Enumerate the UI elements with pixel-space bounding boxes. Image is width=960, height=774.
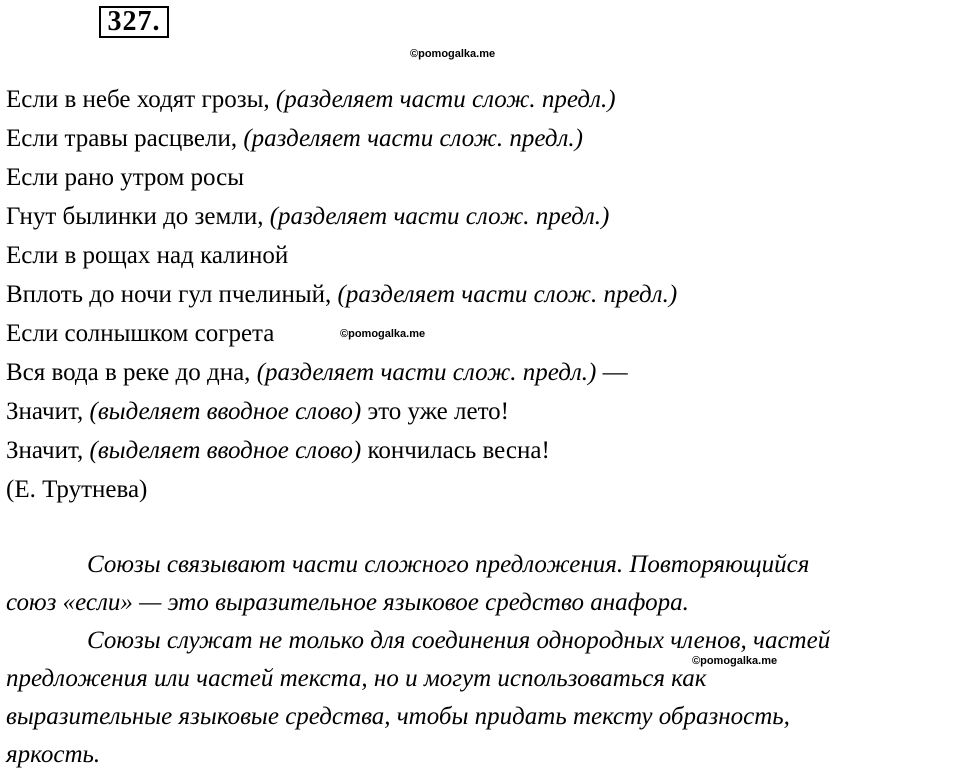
explanation — [6, 546, 946, 774]
watermark: ©pomogalka.me — [410, 48, 496, 60]
explanation-line: яркость. — [6, 741, 101, 768]
watermark: ©pomogalka.me — [692, 655, 778, 667]
poem-text-after: это уже лето! — [361, 398, 509, 425]
poem-line — [6, 236, 677, 275]
explanation-line: выразительные языковые средства, чтобы придать тексту образность, — [6, 703, 790, 730]
poem-text-after: — — [596, 359, 628, 386]
punctuation-note: (разделяет части слож. предл.) — [269, 203, 610, 230]
poem-text: Если рано утром росы — [6, 164, 245, 191]
poem-line — [6, 80, 677, 119]
exercise-number: 327. — [99, 6, 169, 38]
poem-line — [6, 275, 677, 314]
poem-line — [6, 119, 677, 158]
poem-text: Вплоть до ночи гул пчелиный, — [6, 281, 338, 308]
explanation-line: союз «если» — это выразительное языковое средство анафора. — [6, 589, 689, 616]
poem-line — [6, 197, 677, 236]
poem-line — [6, 158, 677, 197]
punctuation-note: (разделяет части слож. предл.) — [337, 281, 678, 308]
poem-text: Если солнышком согрета — [6, 320, 275, 347]
poem-line — [6, 353, 677, 392]
poem-text: Гнут былинки до земли, — [6, 203, 270, 230]
poem-text: Значит, — [6, 398, 90, 425]
poem-text: Если в рощах над калиной — [6, 242, 289, 269]
watermark: ©pomogalka.me — [340, 328, 426, 340]
punctuation-note: (выделяет вводное слово) — [89, 398, 362, 425]
poem-line — [6, 392, 677, 431]
poem-line — [6, 431, 677, 470]
punctuation-note: (разделяет части слож. предл.) — [256, 359, 597, 386]
poem-text: Значит, — [6, 437, 90, 464]
poem-text: Вся вода в реке до дна, — [6, 359, 257, 386]
explanation-line: предложения или частей текста, но и могут использоваться как — [6, 665, 707, 692]
explanation-line: Союзы служат не только для соединения однородных членов, частей — [87, 627, 831, 654]
explanation-line: Союзы связывают части сложного предложения. Повторяющийся — [87, 551, 810, 578]
poem-author: (Е. Трутнева) — [6, 476, 148, 503]
poem-line — [6, 314, 677, 353]
poem-text: Если травы расцвели, — [6, 125, 244, 152]
punctuation-note: (разделяет части слож. предл.) — [243, 125, 583, 152]
poem — [6, 80, 677, 470]
punctuation-note: (разделяет части слож. предл.) — [275, 86, 616, 113]
poem-text-after: кончилась весна! — [361, 437, 550, 464]
poem-text: Если в небе ходят грозы, — [6, 86, 276, 113]
punctuation-note: (выделяет вводное слово) — [89, 437, 362, 464]
